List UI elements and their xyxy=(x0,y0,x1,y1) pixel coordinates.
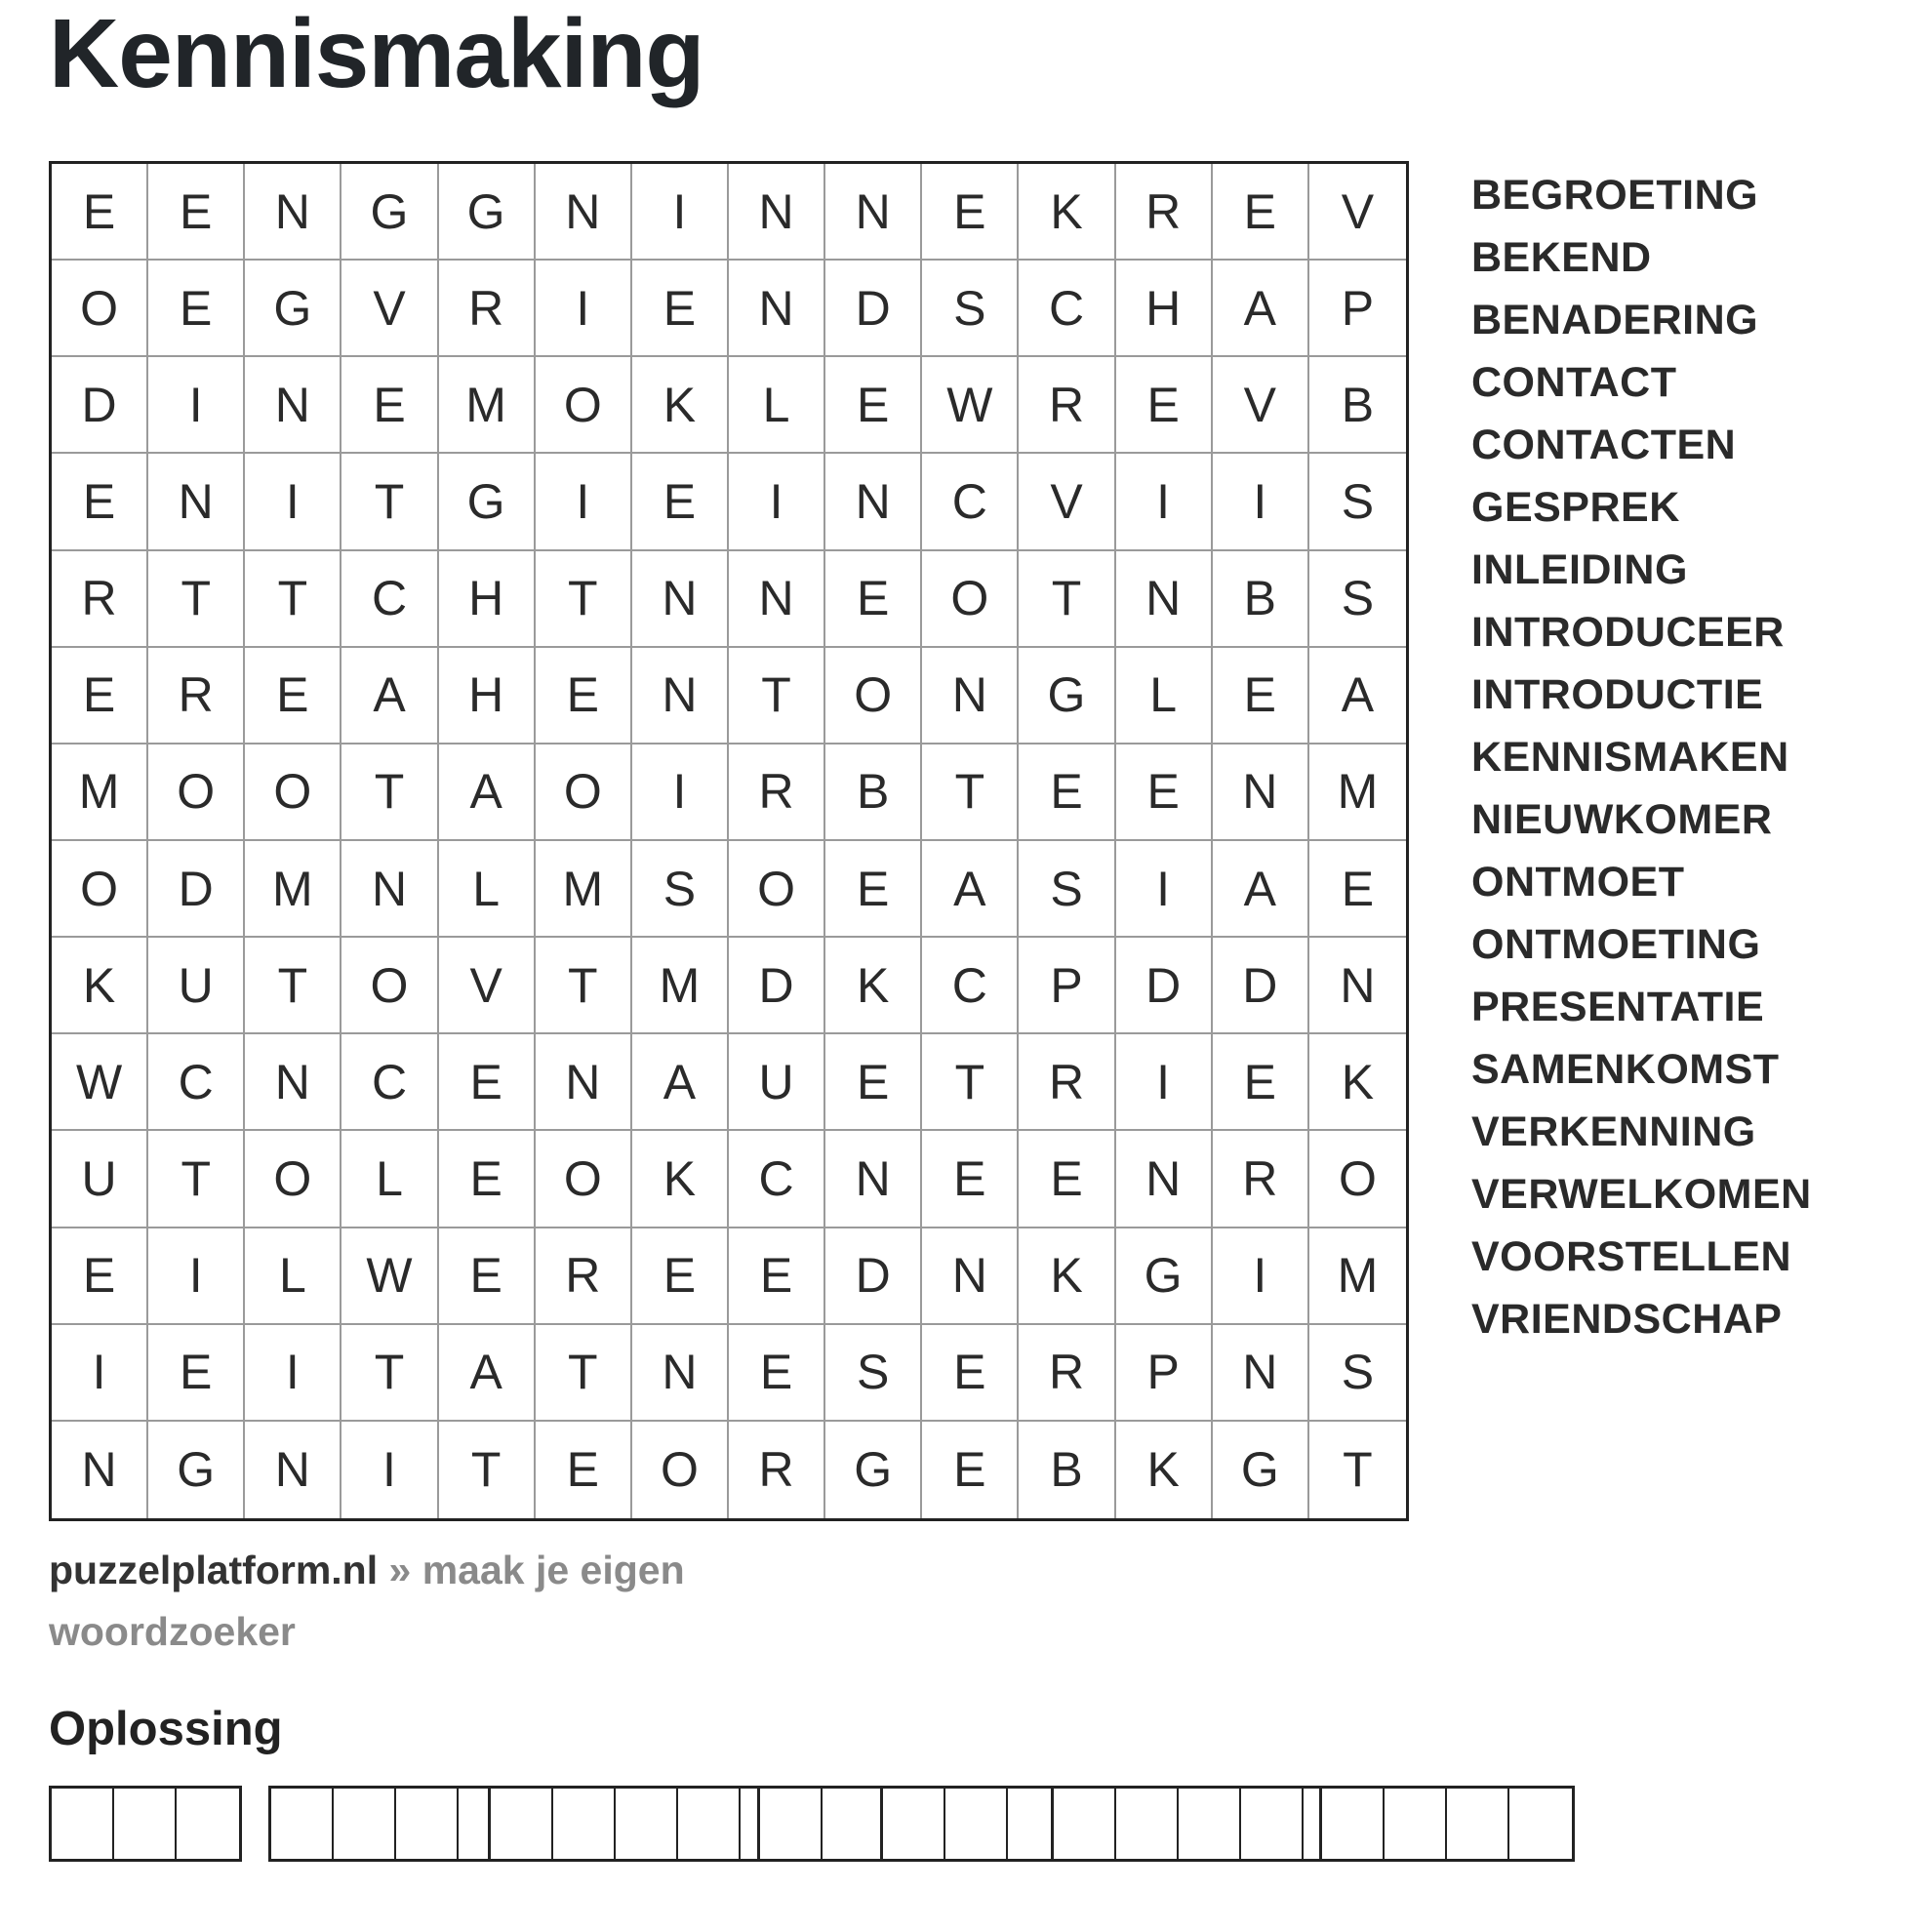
solution-letter-box[interactable] xyxy=(945,1789,1008,1859)
grid-cell[interactable]: D xyxy=(1213,938,1309,1034)
grid-cell[interactable]: O xyxy=(245,745,341,841)
grid-cell[interactable]: I xyxy=(341,1422,438,1518)
solution-word-group xyxy=(49,1786,242,1862)
grid-cell[interactable]: R xyxy=(148,648,245,745)
credit-line xyxy=(49,1540,732,1663)
grid-cell[interactable]: A xyxy=(1309,648,1406,745)
grid-cell[interactable]: C xyxy=(922,938,1019,1034)
grid-cell[interactable]: E xyxy=(52,648,148,745)
page-title: Kennismaking xyxy=(49,0,704,108)
grid-cell[interactable]: K xyxy=(1309,1034,1406,1131)
grid-cell[interactable]: T xyxy=(1343,1442,1373,1498)
solution-letter-box[interactable] xyxy=(616,1789,678,1859)
site-link[interactable]: puzzelplatform.nl xyxy=(49,1548,379,1592)
word-list-item: INTRODUCTIE xyxy=(1471,671,1764,718)
grid-cell[interactable]: I xyxy=(148,1228,245,1325)
grid-cell[interactable]: L xyxy=(729,357,825,454)
grid-cell[interactable]: N xyxy=(1309,938,1406,1034)
grid-cell[interactable]: O xyxy=(536,745,632,841)
grid-cell[interactable]: T xyxy=(1019,551,1115,648)
grid-cell[interactable]: N xyxy=(52,1422,148,1518)
word-list-item: BENADERING xyxy=(1471,297,1759,343)
grid-cell[interactable]: R xyxy=(1019,1325,1115,1422)
grid-cell[interactable]: G xyxy=(439,164,536,261)
grid-cell[interactable]: O xyxy=(245,1131,341,1228)
word-list xyxy=(1471,164,1812,1350)
grid-cell[interactable]: A xyxy=(439,1325,536,1422)
grid-cell[interactable]: R xyxy=(52,551,148,648)
solution-letter-box[interactable] xyxy=(1322,1789,1385,1859)
grid-cell[interactable]: W xyxy=(341,1228,438,1325)
grid-cell[interactable]: T xyxy=(536,1325,632,1422)
grid-cell[interactable]: H xyxy=(439,551,536,648)
grid-cell[interactable]: L xyxy=(439,841,536,938)
solution-letter-box[interactable] xyxy=(1241,1789,1304,1859)
grid-cell[interactable]: M xyxy=(439,357,536,454)
grid-cell[interactable]: O xyxy=(52,261,148,357)
word-list-item: KENNISMAKEN xyxy=(1471,734,1789,781)
grid-cell[interactable]: I xyxy=(632,745,729,841)
grid-cell[interactable]: C xyxy=(341,551,438,648)
solution-letter-box[interactable] xyxy=(491,1789,553,1859)
grid-cell[interactable]: T xyxy=(148,1131,245,1228)
grid-cell[interactable]: E xyxy=(922,164,1019,261)
grid-cell[interactable]: L xyxy=(341,1131,438,1228)
grid-cell[interactable]: I xyxy=(1116,1034,1213,1131)
grid-cell[interactable]: M xyxy=(52,745,148,841)
grid-cell[interactable]: A xyxy=(341,648,438,745)
grid-cell[interactable]: G xyxy=(1116,1228,1213,1325)
grid-cell[interactable]: W xyxy=(922,357,1019,454)
grid-cell[interactable]: I xyxy=(52,1325,148,1422)
grid-cell[interactable]: E xyxy=(536,1422,632,1518)
grid-cell[interactable]: A xyxy=(439,745,536,841)
grid-cell[interactable]: G xyxy=(148,1422,245,1518)
grid-cell[interactable]: O xyxy=(536,1131,632,1228)
grid-cell[interactable]: E xyxy=(1116,745,1213,841)
grid-cell[interactable]: M xyxy=(536,841,632,938)
grid-cell[interactable]: R xyxy=(1019,1034,1115,1131)
solution-letter-box[interactable] xyxy=(1116,1789,1179,1859)
solution-letter-box[interactable] xyxy=(1179,1789,1241,1859)
solution-letter-box[interactable] xyxy=(334,1789,396,1859)
grid-cell[interactable]: H xyxy=(1116,261,1213,357)
grid-cell[interactable]: E xyxy=(52,164,148,261)
solution-letter-box[interactable] xyxy=(823,1789,885,1859)
grid-cell[interactable]: E xyxy=(825,841,922,938)
grid-cell[interactable]: N xyxy=(245,1034,341,1131)
grid-cell[interactable]: P xyxy=(1309,261,1406,357)
grid-cell[interactable]: G xyxy=(439,454,536,550)
grid-cell[interactable]: I xyxy=(148,357,245,454)
grid-cell[interactable]: N xyxy=(148,454,245,550)
grid-cell[interactable]: R xyxy=(729,1422,825,1518)
grid-cell[interactable]: T xyxy=(536,551,632,648)
word-list-item: GESPREK xyxy=(1471,484,1680,531)
grid-cell[interactable]: V xyxy=(439,938,536,1034)
word-list-item: VOORSTELLEN xyxy=(1471,1233,1792,1280)
solution-word-group xyxy=(1319,1786,1575,1862)
grid-cell[interactable]: L xyxy=(1116,648,1213,745)
grid-cell[interactable]: E xyxy=(148,261,245,357)
grid-cell[interactable]: N xyxy=(245,164,341,261)
grid-cell[interactable]: E xyxy=(825,551,922,648)
grid-cell[interactable]: S xyxy=(1309,551,1406,648)
grid-cell[interactable]: A xyxy=(1213,261,1309,357)
grid-cell[interactable]: S xyxy=(922,261,1019,357)
grid-cell[interactable]: E xyxy=(632,454,729,550)
grid-cell[interactable]: R xyxy=(439,261,536,357)
grid-cell[interactable]: B xyxy=(1309,357,1406,454)
grid-cell[interactable]: G xyxy=(245,261,341,357)
grid-cell[interactable]: E xyxy=(1213,164,1309,261)
grid-cell[interactable]: E xyxy=(922,1131,1019,1228)
grid-cell[interactable]: T xyxy=(341,454,438,550)
grid-cell[interactable]: N xyxy=(536,1034,632,1131)
grid-cell[interactable]: B xyxy=(1213,551,1309,648)
grid-cell[interactable]: E xyxy=(825,1034,922,1131)
grid-cell[interactable]: K xyxy=(1019,164,1115,261)
word-list-item: CONTACTEN xyxy=(1471,422,1737,468)
grid-cell[interactable]: R xyxy=(729,745,825,841)
grid-cell[interactable]: T xyxy=(148,551,245,648)
grid-cell[interactable]: D xyxy=(148,841,245,938)
solution-word-group xyxy=(268,1786,524,1862)
grid-cell[interactable]: V xyxy=(1213,357,1309,454)
grid-cell[interactable]: U xyxy=(148,938,245,1034)
grid-cell[interactable]: T xyxy=(922,1034,1019,1131)
grid-cell[interactable]: E xyxy=(1116,357,1213,454)
grid-cell[interactable]: E xyxy=(52,454,148,550)
grid-cell[interactable]: E xyxy=(439,1131,536,1228)
grid-cell[interactable]: N xyxy=(1213,745,1309,841)
grid-cell[interactable]: O xyxy=(52,841,148,938)
grid-cell[interactable]: E xyxy=(536,648,632,745)
grid-cell[interactable]: N xyxy=(1116,551,1213,648)
solution-letter-box[interactable] xyxy=(114,1789,177,1859)
grid-cell[interactable]: I xyxy=(536,454,632,550)
grid-cell[interactable]: M xyxy=(1309,1228,1406,1325)
grid-cell[interactable]: O xyxy=(148,745,245,841)
grid-cell[interactable]: I xyxy=(245,454,341,550)
grid-cell[interactable]: T xyxy=(922,745,1019,841)
grid-cell[interactable]: T xyxy=(341,1325,438,1422)
grid-cell[interactable]: U xyxy=(52,1131,148,1228)
grid-cell[interactable]: E xyxy=(439,1034,536,1131)
grid-cell[interactable]: V xyxy=(341,261,438,357)
grid-cell[interactable]: D xyxy=(825,1228,922,1325)
grid-cell[interactable]: N xyxy=(825,1131,922,1228)
grid-cell[interactable]: N xyxy=(245,1422,341,1518)
grid-cell[interactable]: D xyxy=(729,938,825,1034)
solution-letter-box[interactable] xyxy=(396,1789,459,1859)
grid-cell[interactable]: C xyxy=(729,1131,825,1228)
grid-cell[interactable]: I xyxy=(1116,454,1213,550)
grid-cell[interactable]: S xyxy=(1309,1325,1406,1422)
grid-cell[interactable]: N xyxy=(536,164,632,261)
grid-cell[interactable]: B xyxy=(1019,1422,1115,1518)
grid-cell[interactable]: M xyxy=(245,841,341,938)
solution-letter-box[interactable] xyxy=(177,1789,239,1859)
grid-cell[interactable]: N xyxy=(922,1228,1019,1325)
grid-cell[interactable]: E xyxy=(729,1325,825,1422)
grid-cell[interactable]: N xyxy=(245,357,341,454)
grid-cell[interactable]: G xyxy=(1213,1422,1309,1518)
word-list-item: INLEIDING xyxy=(1471,546,1688,593)
grid-cell[interactable]: R xyxy=(1019,357,1115,454)
solution-letter-box[interactable] xyxy=(1385,1789,1447,1859)
solution-letter-box[interactable] xyxy=(271,1789,334,1859)
solution-letter-box[interactable] xyxy=(883,1789,945,1859)
grid-cell[interactable]: T xyxy=(439,1422,536,1518)
grid-cell[interactable]: E xyxy=(729,1228,825,1325)
grid-cell[interactable]: E xyxy=(825,357,922,454)
grid-cell[interactable]: K xyxy=(825,938,922,1034)
grid-cell[interactable]: E xyxy=(1019,745,1115,841)
solution-letter-box[interactable] xyxy=(678,1789,741,1859)
grid-cell[interactable]: T xyxy=(245,938,341,1034)
grid-cell[interactable]: I xyxy=(1213,1228,1309,1325)
grid-cell[interactable]: P xyxy=(1116,1325,1213,1422)
grid-cell[interactable]: D xyxy=(825,261,922,357)
grid-cell[interactable]: N xyxy=(1213,1325,1309,1422)
grid-cell[interactable]: N xyxy=(1116,1131,1213,1228)
grid-cell[interactable]: C xyxy=(341,1034,438,1131)
grid-cell[interactable]: E xyxy=(922,1325,1019,1422)
solution-letter-box[interactable] xyxy=(553,1789,616,1859)
grid-cell[interactable]: K xyxy=(1019,1228,1115,1325)
grid-cell[interactable]: C xyxy=(148,1034,245,1131)
grid-cell[interactable]: N xyxy=(825,454,922,550)
word-list-item: ONTMOETING xyxy=(1471,921,1761,968)
grid-cell[interactable]: W xyxy=(52,1034,148,1131)
grid-cell[interactable]: R xyxy=(536,1228,632,1325)
grid-cell[interactable]: K xyxy=(1116,1422,1213,1518)
grid-cell[interactable]: N xyxy=(729,261,825,357)
grid-cell[interactable]: E xyxy=(341,357,438,454)
grid-cell[interactable]: R xyxy=(1213,1131,1309,1228)
grid-cell[interactable]: G xyxy=(341,164,438,261)
grid-cell[interactable]: N xyxy=(632,648,729,745)
grid-cell[interactable]: G xyxy=(1019,648,1115,745)
grid-cell[interactable]: B xyxy=(825,745,922,841)
grid-cell[interactable]: T xyxy=(729,648,825,745)
grid-cell[interactable]: A xyxy=(1213,841,1309,938)
grid-cell[interactable]: O xyxy=(1309,1131,1406,1228)
grid-cell[interactable]: I xyxy=(729,454,825,550)
grid-cell[interactable]: E xyxy=(439,1228,536,1325)
solution-word-group xyxy=(880,1786,1073,1862)
grid-cell[interactable]: I xyxy=(1213,454,1309,550)
grid-cell[interactable]: O xyxy=(341,938,438,1034)
word-list-item: VERKENNING xyxy=(1471,1108,1756,1155)
solution-letter-box[interactable] xyxy=(1509,1789,1572,1859)
solution-letter-box[interactable] xyxy=(760,1789,823,1859)
word-list-item: NIEUWKOMER xyxy=(1471,796,1773,843)
credit-separator: » xyxy=(378,1548,422,1592)
grid-cell[interactable]: E xyxy=(922,1422,1019,1518)
grid-cell[interactable]: O xyxy=(536,357,632,454)
word-search-grid[interactable] xyxy=(49,161,1409,1521)
grid-cell[interactable]: C xyxy=(1019,261,1115,357)
grid-cell[interactable]: I xyxy=(1116,841,1213,938)
grid-cell[interactable]: N xyxy=(729,551,825,648)
grid-cell[interactable]: K xyxy=(632,1131,729,1228)
grid-cell[interactable]: E xyxy=(245,648,341,745)
grid-cell[interactable]: D xyxy=(52,357,148,454)
grid-cell[interactable]: N xyxy=(632,1325,729,1422)
solution-title: Oplossing xyxy=(49,1703,283,1755)
grid-cell[interactable]: S xyxy=(632,841,729,938)
grid-cell[interactable]: R xyxy=(1116,164,1213,261)
grid-cell[interactable]: I xyxy=(536,261,632,357)
grid-cell[interactable]: N xyxy=(922,648,1019,745)
grid-cell[interactable]: E xyxy=(52,1228,148,1325)
grid-cell[interactable]: I xyxy=(632,164,729,261)
grid-cell[interactable]: P xyxy=(1019,938,1115,1034)
grid-cell[interactable]: E xyxy=(632,1228,729,1325)
grid-cell[interactable]: E xyxy=(1019,1131,1115,1228)
grid-cell[interactable]: V xyxy=(1019,454,1115,550)
solution-letter-box[interactable] xyxy=(52,1789,114,1859)
grid-cell[interactable]: T xyxy=(341,745,438,841)
make-your-own-link[interactable]: maak je eigen woordzoeker xyxy=(49,1548,685,1654)
word-list-item: VRIENDSCHAP xyxy=(1471,1296,1783,1343)
word-list-item: CONTACT xyxy=(1471,359,1677,406)
word-list-item: ONTMOET xyxy=(1471,859,1685,906)
grid-cell[interactable]: K xyxy=(632,357,729,454)
grid-cell[interactable]: M xyxy=(632,938,729,1034)
grid-cell[interactable]: S xyxy=(1309,454,1406,550)
grid-cell[interactable]: O xyxy=(632,1422,729,1518)
word-list-item: INTRODUCEER xyxy=(1471,609,1785,656)
grid-cell[interactable]: N xyxy=(729,164,825,261)
grid-cell[interactable]: S xyxy=(1019,841,1115,938)
grid-cell[interactable]: T xyxy=(536,938,632,1034)
grid-cell[interactable]: D xyxy=(1116,938,1213,1034)
word-list-item: BEGROETING xyxy=(1471,172,1759,219)
grid-cell[interactable]: I xyxy=(245,1325,341,1422)
grid-cell[interactable]: M xyxy=(1309,745,1406,841)
grid-cell[interactable]: O xyxy=(729,841,825,938)
grid-cell[interactable]: O xyxy=(825,648,922,745)
grid-cell[interactable]: N xyxy=(825,164,922,261)
grid-cell[interactable]: A xyxy=(632,1034,729,1131)
grid-cell[interactable]: E xyxy=(1309,841,1406,938)
grid-cell[interactable]: N xyxy=(632,551,729,648)
grid-cell[interactable]: E xyxy=(632,261,729,357)
grid-cell[interactable]: S xyxy=(825,1325,922,1422)
solution-letter-box[interactable] xyxy=(1447,1789,1509,1859)
grid-cell[interactable]: G xyxy=(825,1422,922,1518)
word-list-item: VERWELKOMEN xyxy=(1471,1171,1812,1218)
grid-cell[interactable]: K xyxy=(52,938,148,1034)
grid-cell[interactable]: E xyxy=(148,164,245,261)
solution-letter-box[interactable] xyxy=(1054,1789,1116,1859)
grid-cell[interactable]: E xyxy=(148,1325,245,1422)
grid-cell[interactable]: E xyxy=(1213,648,1309,745)
grid-cell[interactable]: L xyxy=(245,1228,341,1325)
word-list-item: BEKEND xyxy=(1471,234,1652,281)
grid-cell[interactable]: U xyxy=(729,1034,825,1131)
grid-cell[interactable]: T xyxy=(245,551,341,648)
grid-cell[interactable]: A xyxy=(922,841,1019,938)
grid-cell[interactable]: C xyxy=(922,454,1019,550)
grid-cell[interactable]: N xyxy=(341,841,438,938)
solution-word-group xyxy=(757,1786,888,1862)
word-list-item: SAMENKOMST xyxy=(1471,1046,1780,1093)
grid-cell[interactable]: O xyxy=(922,551,1019,648)
word-list-item: PRESENTATIE xyxy=(1471,984,1765,1030)
grid-cell[interactable]: H xyxy=(439,648,536,745)
grid-cell[interactable]: V xyxy=(1309,164,1406,261)
grid-cell[interactable]: E xyxy=(1213,1034,1309,1131)
